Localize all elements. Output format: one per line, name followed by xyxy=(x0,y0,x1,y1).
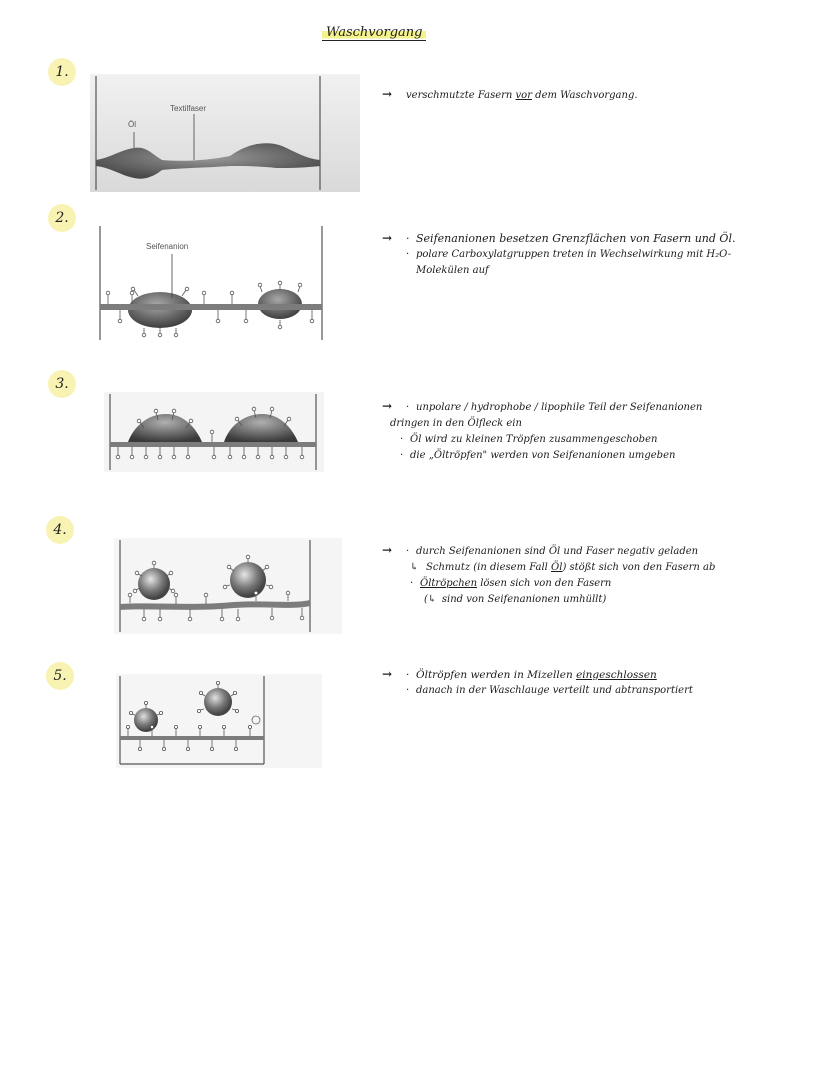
notes-step-2: → · Seifenanionen besetzen Grenzflächen von Fasern und Öl. · polare Carboxylatgruppen treten in Wechselwirkung mit H₂O- Molekülen auf xyxy=(382,231,736,276)
step-number-3: 3. xyxy=(48,370,76,398)
figure-step-5 xyxy=(116,674,322,768)
bullet-icon: · xyxy=(406,685,410,696)
figure-step-4 xyxy=(114,538,342,634)
bullet-icon: · xyxy=(410,578,414,589)
notes-step-1: → verschmutzte Fasern vor dem Waschvorgang. xyxy=(382,87,638,101)
return-arrow-icon: ↳ xyxy=(427,594,437,605)
step-number-1: 1. xyxy=(48,58,76,86)
bullet-icon: · xyxy=(406,546,410,557)
notes-step-4: → · durch Seifenanionen sind Öl und Faser negativ geladen ↳ Schmutz (in diesem Fall Öl) stößt sich von den Fasern ab · Öltröpchen lösen sich von den Fasern (↳ sind von Seifenanionen umhüllt) xyxy=(382,542,792,608)
notes-step-5: → · Öltröpfen werden in Mizellen eingeschlossen · danach in der Waschlauge verteilt und abtransportiert xyxy=(382,666,792,699)
bullet-icon: · xyxy=(406,669,410,681)
figure-step-3 xyxy=(104,392,324,472)
page-title: Waschvorgang xyxy=(322,24,426,41)
figure-label-fiber: Textilfaser xyxy=(170,104,207,113)
arrow-icon: → xyxy=(382,399,393,413)
figure-step-2 xyxy=(94,224,330,342)
step-number-5: 5. xyxy=(46,662,74,690)
figure-step-1 xyxy=(90,74,360,192)
bullet-icon: · xyxy=(406,232,410,245)
bullet-icon: · xyxy=(406,249,410,260)
arrow-icon: → xyxy=(382,87,393,101)
notes-step-3: → · unpolare / hydrophobe / lipophile Teil der Seifenanionen dringen in den Ölfleck ein · Öl wird zu kleinen Tröpfen zusammengeschoben · die „Öltröpfen" werden von Seifenanionen umgeben xyxy=(382,398,792,464)
bullet-icon: · xyxy=(400,434,404,445)
figure-label-oil: Öl xyxy=(128,120,136,129)
figure-label-anion: Seifenanion xyxy=(146,242,189,251)
step-number-4: 4. xyxy=(46,516,74,544)
bullet-icon: · xyxy=(400,450,404,461)
arrow-icon: → xyxy=(382,231,393,245)
arrow-icon: → xyxy=(382,543,393,557)
step-number-2: 2. xyxy=(48,204,76,232)
arrow-icon: → xyxy=(382,667,393,681)
return-arrow-icon: ↳ xyxy=(410,562,419,573)
bullet-icon: · xyxy=(406,402,410,413)
